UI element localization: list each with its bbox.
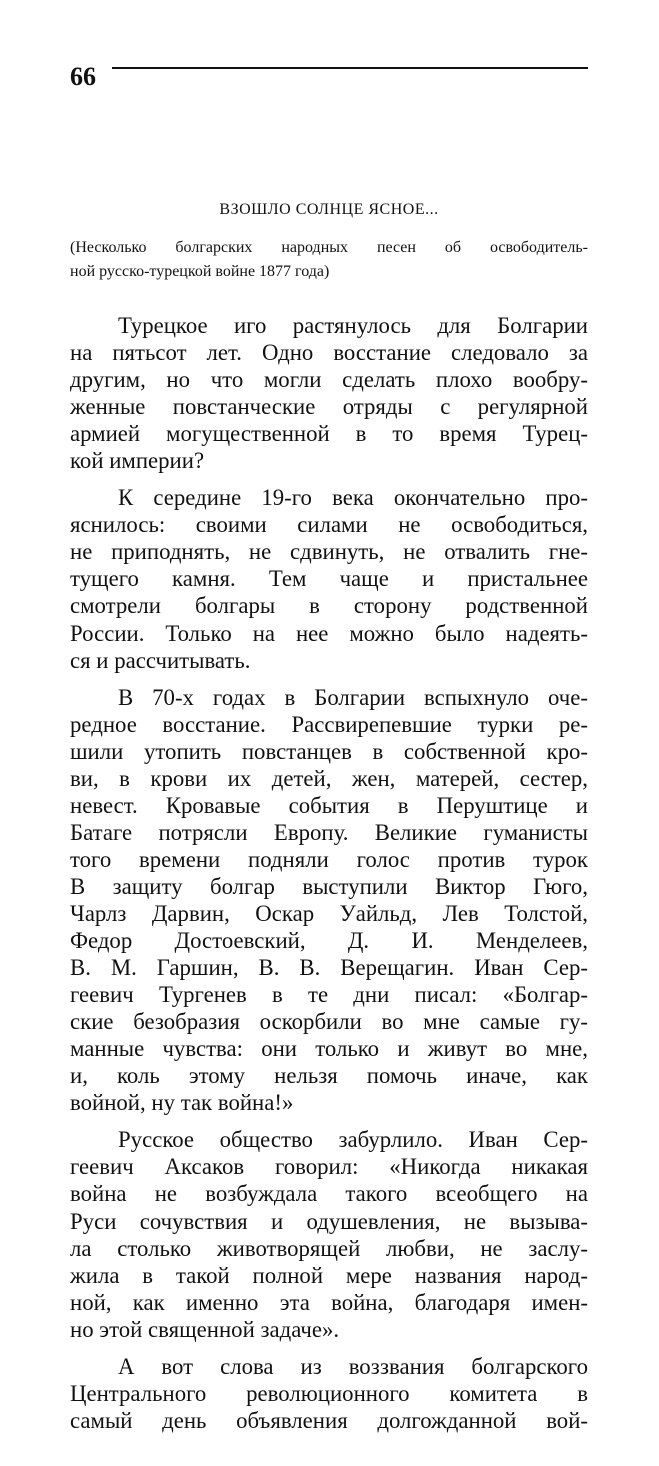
text-line: Федор Достоевский, Д. И. Менделеев, <box>70 928 588 954</box>
text-line: другим, но что могли сделать плохо вообру- <box>70 367 588 393</box>
text-line: ной, как именно эта война, благодаря имен- <box>70 1289 588 1315</box>
text-line: и, коль этому нельзя помочь иначе, как <box>70 1063 588 1089</box>
text-line: того времени подняли голос против турок <box>70 846 588 872</box>
text-line: женные повстанческие отряды с регулярной <box>70 394 588 420</box>
text-line: В защиту болгар выступили Виктор Гюго, <box>70 873 588 899</box>
text-line: геевич Аксаков говорил: «Никогда никакая <box>70 1154 588 1180</box>
section-subtitle <box>70 236 588 284</box>
text-line: войной, ну так война!» <box>70 1090 294 1116</box>
text-line: геевич Тургенев в те дни писал: «Болгар- <box>70 982 588 1008</box>
text-line: жила в такой полной мере названия народ- <box>70 1262 588 1288</box>
paragraph <box>70 684 588 1117</box>
text-line: В. М. Гаршин, В. В. Верещагин. Иван Сер- <box>70 955 588 981</box>
section-title: ВЗОШЛО СОЛНЦЕ ЯСНОЕ... <box>219 201 439 218</box>
text-line: смотрели болгары в сторону родственной <box>70 593 588 619</box>
text-line: невест. Кровавые события в Перуштице и <box>70 792 588 818</box>
text-line: Чарлз Дарвин, Оскар Уайльд, Лев Толстой, <box>70 900 588 926</box>
text-line: шили утопить повстанцев в собственной кро- <box>70 738 588 764</box>
text-line: Батаге потрясли Европу. Великие гуманисты <box>70 819 588 845</box>
text-line: А вот слова из воззвания болгарского <box>118 1353 588 1379</box>
text-line: России. Только на нее можно было надеять- <box>70 620 588 646</box>
text-line: Русское общество забурлило. Иван Сер- <box>118 1127 588 1153</box>
text-line: кой империи? <box>70 448 205 474</box>
text-line: тущего камня. Тем чаще и пристальнее <box>70 566 588 592</box>
text-line: но этой священной задаче». <box>70 1316 340 1342</box>
text-line: В 70-х годах в Болгарии вспыхнуло оче- <box>118 684 588 710</box>
text-line: на пятьсот лет. Одно восстание следовало за <box>70 340 588 366</box>
text-line: самый день объявления долгожданной вой- <box>70 1407 588 1433</box>
paragraph <box>70 1126 588 1342</box>
text-line: ла столько животворящей любви, не заслу- <box>70 1235 588 1261</box>
text-line: редное восстание. Рассвирепевшие турки ре- <box>70 711 588 737</box>
text-line: манные чувства: они только и живут во мне, <box>70 1036 588 1062</box>
text-line: К середине 19-го века окончательно про- <box>118 485 588 511</box>
subtitle-line: (Несколько болгарских народных песен об освободитель- <box>70 239 588 256</box>
paragraph <box>70 484 588 673</box>
text-line: армией могущественной в то время Турец- <box>70 421 588 447</box>
text-line: ся и рассчитывать. <box>70 647 251 673</box>
text-line: яснилось: своими силами не освободиться, <box>70 512 588 538</box>
text-line: ви, в крови их детей, жен, матерей, сестер, <box>70 765 588 791</box>
text-line: Центрального революционного комитета в <box>70 1380 588 1406</box>
text-line: война не возбуждала такого всеобщего на <box>70 1181 588 1207</box>
body-text <box>70 312 588 1444</box>
text-line: Руси сочувствия и одушевления, не вызыва- <box>70 1208 588 1234</box>
text-line: не приподнять, не сдвинуть, не отвалить гне- <box>70 539 588 565</box>
paragraph <box>70 312 588 474</box>
header-rule <box>112 67 588 69</box>
subtitle-line: ной русско-турецкой войне 1877 года) <box>70 263 330 280</box>
page-header <box>70 60 588 94</box>
page-number: 66 <box>70 62 96 91</box>
text-line: Турецкое иго растянулось для Болгарии <box>118 313 588 338</box>
text-line: ские безобразия оскорбили во мне самые гу- <box>70 1009 588 1035</box>
paragraph <box>70 1353 588 1434</box>
